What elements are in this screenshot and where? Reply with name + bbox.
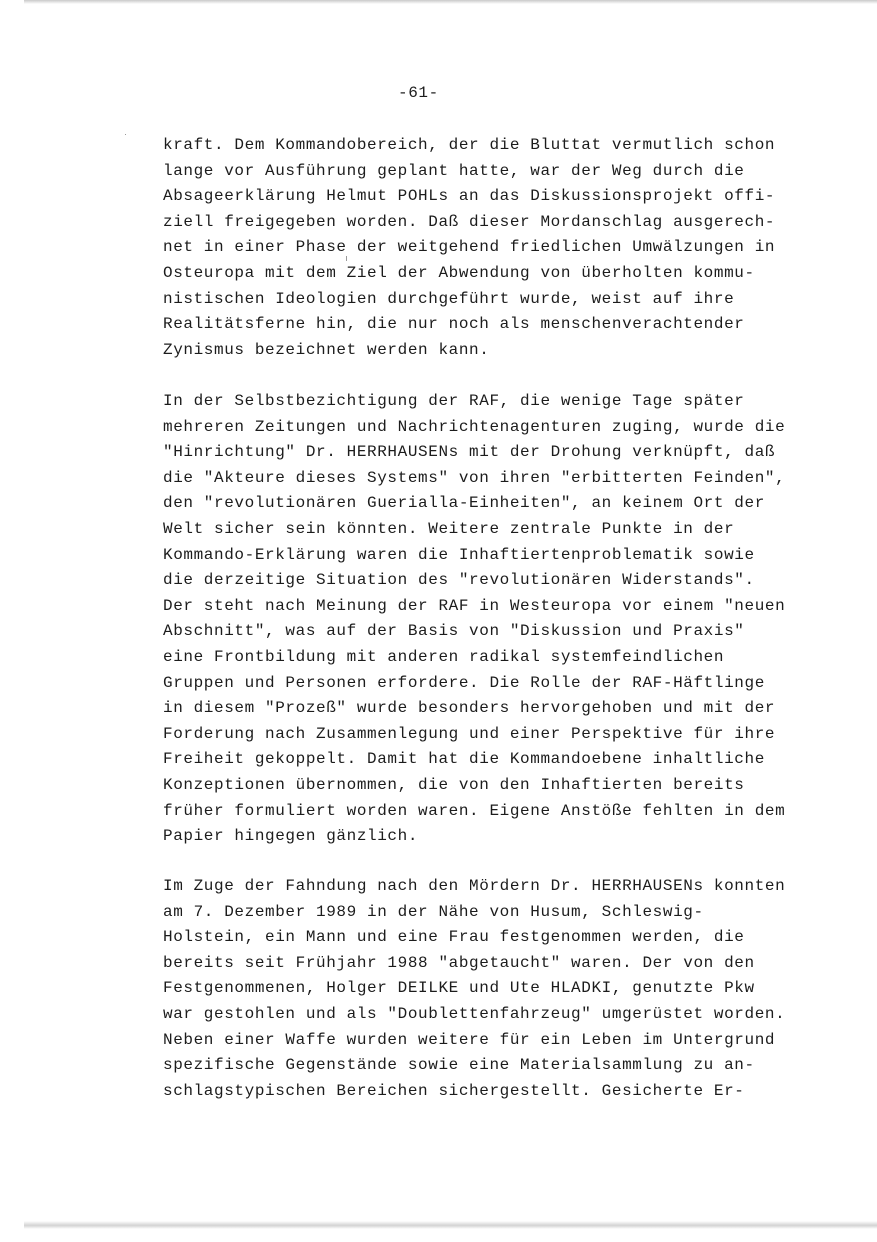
text-line: Der steht nach Meinung der RAF in Westeuropa vor einem "neuen [163,596,786,615]
text-line: Konzeptionen übernommen, die von den Inhaftierten bereits [163,775,745,794]
text-line: mehreren Zeitungen und Nachrichtenagenturen zuging, wurde die [163,417,786,436]
text-line: spezifische Gegenstände sowie eine Materialsammlung zu an- [163,1056,755,1075]
text-line: am 7. Dezember 1989 in der Nähe von Husum, Schleswig- [163,902,704,921]
text-line: Im Zuge der Fahndung nach den Mördern Dr. HERRHAUSENs konnten [163,877,786,895]
text-line: Festgenommenen, Holger DEILKE und Ute HLADKI, genutzte Pkw [163,979,755,998]
text-line: Forderung nach Zusammenlegung und einer Perspektive für ihre [163,724,776,743]
text-line: Papier hingegen gänzlich. [163,827,419,846]
text-line: Osteuropa mit dem Ziel der Abwendung von überholten kommu- [163,263,755,282]
text-line: Zynismus bezeichnet werden kann. [163,340,490,359]
paragraph-1 [163,133,833,363]
paragraph-2 [163,389,833,850]
text-line: In der Selbstbezichtigung der RAF, die wenige Tage später [163,392,745,410]
text-line: bereits seit Frühjahr 1988 "abgetaucht" waren. Der von den [163,953,755,972]
text-line: Neben einer Waffe wurden weitere für ein Leben im Untergrund [163,1030,776,1049]
text-line: nistischen Ideologien durchgeführt wurde, weist auf ihre [163,289,735,308]
scan-speck [125,134,126,135]
text-line: die "Akteure dieses Systems" von ihren "erbitterten Feinden", [163,468,786,487]
paragraph-3 [163,874,833,1104]
text-line: Freiheit gekoppelt. Damit hat die Kommandoebene inhaltliche [163,750,765,769]
text-line: net in einer Phase der weitgehend friedlichen Umwälzungen in [163,238,776,257]
text-line: Kommando-Erklärung waren die Inhaftiertenproblematik sowie [163,545,755,564]
text-line: Gruppen und Personen erfordere. Die Rolle der RAF-Häftlinge [163,673,765,692]
text-line: lange vor Ausführung geplant hatte, war der Weg durch die [163,161,745,180]
text-line: den "revolutionären Guerialla-Einheiten", an keinem Ort der [163,494,765,513]
text-line: Abschnitt", was auf der Basis von "Diskussion und Praxis" [163,622,745,641]
text-line: die derzeitige Situation des "revolutionären Widerstands". [163,571,755,590]
text-line: Realitätsferne hin, die nur noch als menschenverachtender [163,315,745,334]
text-line: war gestohlen und als "Doublettenfahrzeug" umgerüstet worden. [163,1004,786,1023]
page-top-shadow [24,0,877,4]
text-line: Welt sicher sein könnten. Weitere zentrale Punkte in der [163,519,735,538]
page-bottom-shadow [24,1221,877,1229]
text-line: früher formuliert worden waren. Eigene Anstöße fehlten in dem [163,801,786,820]
text-line: "Hinrichtung" Dr. HERRHAUSENs mit der Drohung verknüpft, daß [163,443,776,462]
text-line: schlagstypischen Bereichen sichergestellt. Gesicherte Er- [163,1081,745,1100]
text-line: Absageerklärung Helmut POHLs an das Diskussionsprojekt offi- [163,187,776,206]
text-line: eine Frontbildung mit anderen radikal systemfeindlichen [163,647,725,666]
text-line: in diesem "Prozeß" wurde besonders hervorgehoben und mit der [163,699,776,718]
text-line: kraft. Dem Kommandobereich, der die Bluttat vermutlich schon [163,136,776,154]
text-line: ziell freigegeben worden. Daß dieser Mordanschlag ausgerech- [163,212,776,231]
page-number: -61- [398,84,439,102]
text-line: Holstein, ein Mann und eine Frau festgenommen werden, die [163,928,745,947]
